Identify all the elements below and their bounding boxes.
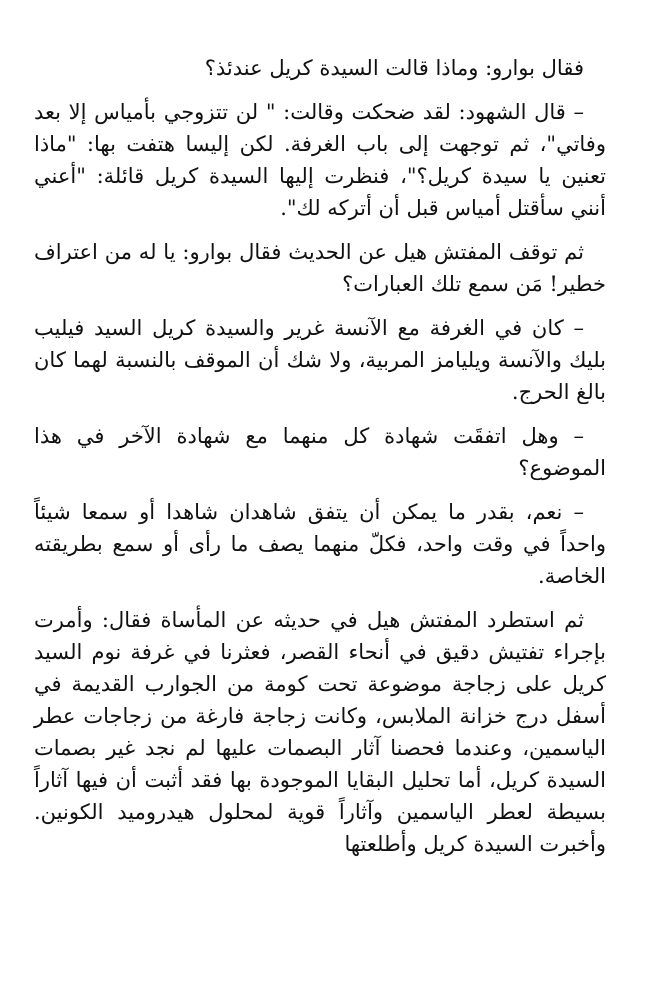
paragraph: – نعم، بقدر ما يمكن أن يتفق شاهدان شاهدا أو سمعا شيئاً واحداً في وقت واحد، فكلّ منهما يصف ما رأى أو سمع بطريقته الخاصة. [34,500,606,588]
paragraph: فقال بوارو: وماذا قالت السيدة كريل عندئذ؟ [204,56,584,80]
paragraph: – كان في الغرفة مع الآنسة غرير والسيدة كريل السيد فيليب بليك والآنسة ويليامز المربية، ولا شك أن الموقف بالنسبة لهما كان بالغ الحرج. [34,316,606,404]
paragraph: ثم استطرد المفتش هيل في حديثه عن المأساة فقال: وأمرت بإجراء تفتيش دقيق في أنحاء القصر، فعثرنا في غرفة نوم السيد كريل على زجاجة موضوعة تحت كومة من الجوارب القديمة في أسفل درج خزانة الملابس، وكانت زجاجة فارغة من زجاجات عطر الياسمين، وعندما فحصنا آثار البصمات عليها لم نجد غير بصمات السيدة كريل، أما تحليل البقايا الموجودة بها فقد أثبت أن فيها آثاراً بسيطة لعطر الياسمين وآثاراً قوية لمحلول هيدروميد الكونين. وأخبرت السيدة كريل وأطلعتها [34,608,606,856]
paragraph: – قال الشهود: لقد ضحكت وقالت: " لن تتزوجي بأمياس إلا بعد وفاتي"، ثم توجهت إلى باب الغرفة. لكن إليسا هتفت بها: "ماذا تعنين يا سيدة كريل؟"، فنظرت إليها السيدة كريل قائلة: "أعني أنني سأقتل أمياس قبل أن أتركه لك". [34,100,606,220]
paragraph: – وهل اتفقَت شهادة كل منهما مع شهادة الآخر في هذا الموضوع؟ [34,424,606,480]
paragraph: ثم توقف المفتش هيل عن الحديث فقال بوارو: يا له من اعتراف خطير! مَن سمع تلك العبارات؟ [34,240,606,296]
body-text [34,52,606,872]
